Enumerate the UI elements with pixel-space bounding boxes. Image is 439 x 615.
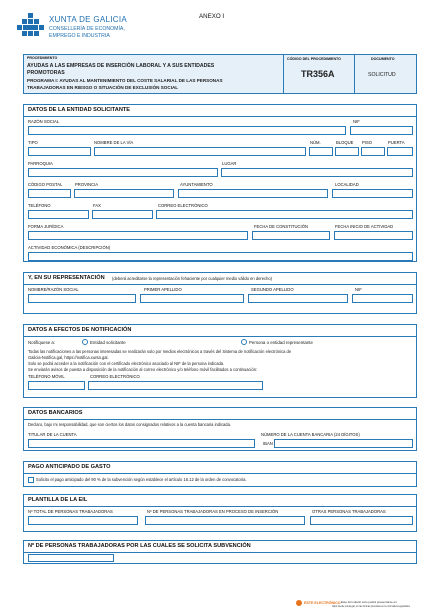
fecha-inicio-label: FECHA INICIO DE ACTIVIDAD (335, 224, 394, 229)
piso-input[interactable] (361, 147, 385, 156)
razon-social-input[interactable] (28, 126, 346, 135)
num-label: NÚM. (310, 140, 321, 145)
advance-payment-title: PAGO ANTICIPADO DE GASTO (28, 464, 111, 470)
bank-section (23, 407, 417, 451)
rep-apellido1-label: PRIMER APELLIDO (144, 287, 182, 292)
razon-social-label: RAZÓN SOCIAL (28, 119, 60, 124)
radio-entidad-solicitante-label: Entidad solicitante (90, 340, 126, 345)
titular-label: TITULAR DE LA CUENTA (28, 432, 77, 437)
telefono-input[interactable] (28, 210, 89, 219)
ayuntamiento-label: AYUNTAMIENTO (180, 182, 213, 187)
org-name: XUNTA DE GALICIA (49, 15, 128, 24)
email-input[interactable] (156, 210, 413, 219)
radio-representante-label: Persona o entidad representante (249, 340, 313, 345)
bank-declaration: Declaro, bajo mi responsabilidad, que son ciertos los datos consignados relativos a la cuenta bancaria indicada. (28, 422, 231, 427)
procedure-code-label: CÓDIGO DEL PROCEDIMIENTO (287, 57, 341, 61)
movil-input[interactable] (28, 381, 85, 390)
forma-juridica-input[interactable] (28, 231, 248, 240)
cp-input[interactable] (28, 189, 71, 198)
num-input[interactable] (309, 147, 333, 156)
fax-input[interactable] (92, 210, 153, 219)
movil-label: TELÉFONO MÓVIL (28, 374, 65, 379)
applicant-section (23, 104, 417, 262)
bloque-input[interactable] (335, 147, 359, 156)
titular-input[interactable] (28, 439, 255, 448)
parroquia-label: PARROQUIA (28, 161, 53, 166)
radio-representante[interactable] (241, 339, 247, 345)
footer-logo-text: ESTE ELECTRÓNICO (304, 601, 341, 605)
document-type: SOLICITUD (368, 72, 396, 78)
piso-label: PISO (362, 140, 373, 145)
procedure-box (23, 54, 417, 94)
provincia-input[interactable] (74, 189, 174, 198)
rep-apellido1-input[interactable] (140, 294, 244, 303)
nif-label: NIF (353, 119, 360, 124)
rep-nif-label: NIF (355, 287, 362, 292)
staff-others-label: OTRAS PERSONAS TRABAJADORAS (312, 509, 386, 514)
lugar-label: LUGAR (222, 161, 237, 166)
notification-text-1: Todas las notificaciones a las personas interesadas se realizarán solo por medios electrónicos a través del Sistema de notificación electrónica de (28, 349, 292, 354)
fax-label: FAX (93, 203, 101, 208)
rep-nombre-input[interactable] (28, 294, 136, 303)
representative-note: (deberá acreditarse la representación fehaciente por cualquier medio válido en derecho) (112, 276, 272, 281)
email-label: CORREO ELECTRÓNICO (158, 203, 208, 208)
procedure-code: TR356A (301, 69, 335, 79)
advance-payment-checkbox[interactable] (28, 477, 34, 483)
staff-total-input[interactable] (28, 516, 138, 525)
localidad-label: LOCALIDAD (335, 182, 359, 187)
nif-input[interactable] (350, 126, 413, 135)
forma-juridica-label: FORMA JURÍDICA (28, 224, 64, 229)
actividad-input[interactable] (28, 252, 413, 261)
procedure-label: PROCEDIMIENTO (27, 56, 58, 60)
localidad-input[interactable] (332, 189, 413, 198)
lugar-input[interactable] (221, 168, 413, 177)
parroquia-input[interactable] (28, 168, 218, 177)
puerta-label: PUERTA (388, 140, 405, 145)
notification-section (23, 324, 417, 398)
fecha-inicio-input[interactable] (334, 231, 413, 240)
rep-apellido2-label: SEGUNDO APELLIDO (251, 287, 294, 292)
iban-label: IBAN (263, 441, 273, 446)
ayuntamiento-input[interactable] (178, 189, 328, 198)
nombre-via-label: NOMBRE DE LA VÍA (94, 140, 134, 145)
actividad-label: ACTIVIDAD ECONÓMICA (DESCRIPCIÓN) (28, 245, 111, 250)
footer-note-1: Este formulario solo podrá presentarse en (341, 600, 397, 604)
bank-section-title: DATOS BANCARIOS (28, 410, 83, 416)
subsidy-count-input[interactable] (28, 554, 114, 562)
fecha-constitucion-label: FECHA DE CONSTITUCIÓN (254, 224, 308, 229)
staff-total-label: Nº TOTAL DE PERSONAS TRABAJADORAS (28, 509, 113, 514)
iban-input[interactable] (274, 439, 413, 448)
applicant-section-title: DATOS DE LA ENTIDAD SOLICITANTE (28, 107, 131, 113)
rep-nif-input[interactable] (352, 294, 413, 303)
procedure-program-1: PROGRAMA I: AYUDAS AL MANTENIMIENTO DEL COSTE SALARIAL DE LAS PERSONAS (27, 78, 223, 83)
representative-section (23, 272, 417, 314)
org-dept-line-1: CONSELLERÍA DE ECONOMÍA, (49, 26, 125, 32)
puerta-input[interactable] (387, 147, 413, 156)
footer-note-2: https://sede.xunta.gal, en las formas previstas en la normativa reguladora (332, 605, 410, 608)
notify-to-label: Notifíquese a: (28, 340, 56, 345)
cp-label: CÓDIGO POSTAL (28, 182, 63, 187)
staff-insertion-label: Nº DE PERSONAS TRABAJADORAS EN PROCESO DE INSERCIÓN (147, 509, 279, 514)
notification-text-2: Galicia-Notifica.gal, https://notifica.xunta.gal. (28, 355, 109, 360)
procedure-program-2: TRABAJADORAS EN RIESGO O SITUACIÓN DE EXCLUSIÓN SOCIAL (27, 85, 179, 90)
subsidy-section-title: Nº DE PERSONAS TRABAJADORAS POR LAS CUALES SE SOLICITA SUBVENCIÓN (28, 543, 251, 549)
notification-text-4: Se enviarán avisos de puesta a disposición de la notificación al correo electrónico y/o teléfono móvil facilitados a continuación: (28, 367, 258, 372)
staff-section-title: PLANTILLA DE LA EIL (28, 497, 88, 503)
annex-label: ANEXO I (199, 13, 225, 20)
advance-payment-section (23, 461, 417, 487)
electronic-seal-icon (296, 600, 302, 606)
org-dept-line-2: EMPREGO E INDUSTRIA (49, 33, 110, 39)
telefono-label: TELÉFONO (28, 203, 51, 208)
notification-text-3: Solo se podrá acceder a la notificación con el certificado electrónico asociado al NIF de la persona indicada. (28, 361, 225, 366)
xunta-emblem-icon (16, 12, 46, 40)
staff-insertion-input[interactable] (145, 516, 305, 525)
rep-nombre-label: NOMBRE/RAZÓN SOCIAL (28, 287, 79, 292)
notif-email-label: CORREO ELECTRÓNICO (90, 374, 140, 379)
procedure-title-1: AYUDAS A LAS EMPRESAS DE INSERCIÓN LABORAL Y A SUS ENTIDADES (27, 63, 215, 69)
tipo-label: TIPO (28, 140, 38, 145)
xunta-logo (16, 12, 46, 40)
advance-payment-text: Solicito el pago anticipado del 90 % de la subvención según establece el artículo 16.12 de la orden de convocatoria. (36, 477, 247, 482)
notif-email-input[interactable] (88, 381, 263, 390)
tipo-input[interactable] (28, 147, 91, 156)
subsidy-section (23, 540, 417, 564)
rep-apellido2-input[interactable] (248, 294, 348, 303)
fecha-constitucion-input[interactable] (252, 231, 330, 240)
cuenta-label: NÚMERO DE LA CUENTA BANCARIA (24 DÍGITOS) (261, 432, 360, 437)
document-label: DOCUMENTO (371, 57, 395, 61)
representative-section-title: Y, EN SU REPRESENTACIÓN (28, 275, 105, 281)
notification-section-title: DATOS A EFECTOS DE NOTIFICACIÓN (28, 327, 132, 333)
provincia-label: PROVINCIA (75, 182, 99, 187)
staff-others-input[interactable] (310, 516, 413, 525)
bloque-label: BLOQUE (336, 140, 354, 145)
radio-entidad-solicitante[interactable] (82, 339, 88, 345)
procedure-title-2: PROMOTORAS (27, 70, 65, 76)
staff-section (23, 494, 417, 532)
nombre-via-input[interactable] (94, 147, 306, 156)
